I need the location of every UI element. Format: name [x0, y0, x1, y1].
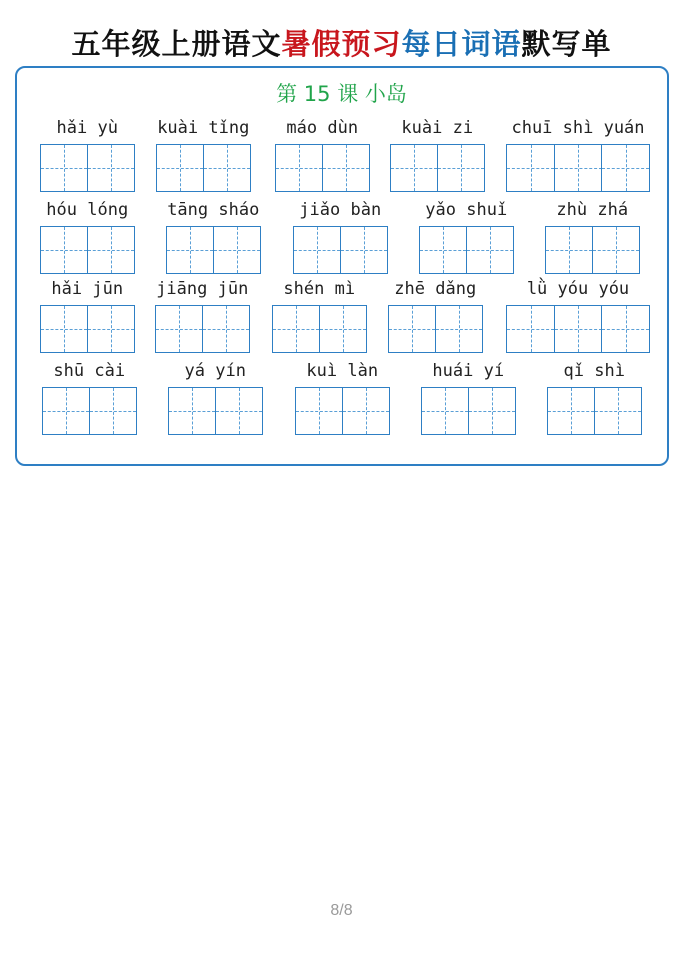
tianzige-box[interactable] [466, 226, 514, 274]
writing-boxes [275, 144, 368, 192]
tianzige-box[interactable] [166, 226, 214, 274]
worksheet-title [0, 24, 683, 64]
word-item [295, 361, 390, 441]
writing-boxes [40, 144, 133, 192]
writing-boxes [293, 226, 386, 274]
pinyin-label: hǎi yù [56, 118, 118, 138]
writing-boxes [295, 387, 388, 435]
tianzige-box[interactable] [592, 226, 640, 274]
tianzige-box[interactable] [421, 387, 469, 435]
writing-boxes [42, 387, 135, 435]
word-item [421, 361, 516, 441]
tianzige-box[interactable] [42, 387, 90, 435]
writing-boxes [272, 305, 365, 353]
tianzige-box[interactable] [594, 387, 642, 435]
tianzige-box[interactable] [155, 305, 203, 353]
lesson-title: 第 15 课 小岛 [276, 82, 407, 106]
tianzige-box[interactable] [275, 144, 323, 192]
tianzige-box[interactable] [340, 226, 388, 274]
pinyin-label: chuī shì yuán [511, 118, 645, 138]
word-item [40, 200, 135, 280]
writing-boxes [421, 387, 514, 435]
word-item [272, 279, 367, 359]
pinyin-label: máo dùn [286, 118, 359, 138]
title-grade-subject: 五年级上册语文 [71, 27, 282, 61]
writing-boxes [168, 387, 261, 435]
word-item [390, 118, 485, 198]
word-item [506, 118, 650, 198]
tianzige-box[interactable] [295, 387, 343, 435]
pinyin-label: yá yín [184, 361, 246, 381]
pinyin-label: kuài zi [401, 118, 474, 138]
page-indicator: 8/8 [330, 902, 353, 919]
word-item [40, 118, 135, 198]
tianzige-box[interactable] [506, 305, 555, 353]
writing-boxes [547, 387, 640, 435]
title-summer-preview: 暑假预习 [281, 27, 402, 61]
title-daily-words: 每日词语 [401, 27, 522, 61]
word-item [156, 118, 251, 198]
tianzige-box[interactable] [213, 226, 261, 274]
word-item [155, 279, 250, 359]
tianzige-box[interactable] [87, 144, 135, 192]
tianzige-box[interactable] [319, 305, 367, 353]
writing-boxes [388, 305, 481, 353]
tianzige-box[interactable] [40, 305, 88, 353]
tianzige-box[interactable] [435, 305, 483, 353]
tianzige-box[interactable] [293, 226, 341, 274]
pinyin-label: qǐ shì [563, 361, 625, 381]
tianzige-box[interactable] [202, 305, 250, 353]
tianzige-box[interactable] [87, 305, 135, 353]
word-item [275, 118, 370, 198]
pinyin-label: hǎi jūn [51, 279, 124, 299]
pinyin-label: zhē dǎng [394, 279, 477, 299]
writing-boxes [506, 305, 649, 353]
pinyin-label: shén mì [283, 279, 356, 299]
writing-boxes [419, 226, 512, 274]
tianzige-box[interactable] [156, 144, 204, 192]
pinyin-label: shū cài [53, 361, 126, 381]
pinyin-label: jiāng jūn [156, 279, 249, 299]
word-item [388, 279, 483, 359]
tianzige-box[interactable] [419, 226, 467, 274]
word-item [42, 361, 137, 441]
tianzige-box[interactable] [554, 144, 603, 192]
tianzige-box[interactable] [168, 387, 216, 435]
pinyin-label: kuài tǐng [157, 118, 250, 138]
writing-boxes [156, 144, 249, 192]
writing-boxes [506, 144, 649, 192]
tianzige-box[interactable] [601, 305, 650, 353]
pinyin-label: hóu lóng [46, 200, 129, 220]
writing-boxes [166, 226, 259, 274]
pinyin-label: zhù zhá [556, 200, 629, 220]
tianzige-box[interactable] [215, 387, 263, 435]
word-item [547, 361, 642, 441]
pinyin-label: tāng sháo [167, 200, 260, 220]
pinyin-label: yǎo shuǐ [425, 200, 508, 220]
word-item [545, 200, 640, 280]
tianzige-box[interactable] [547, 387, 595, 435]
writing-boxes [390, 144, 483, 192]
title-dictation-sheet: 默写单 [521, 27, 612, 61]
tianzige-box[interactable] [203, 144, 251, 192]
tianzige-box[interactable] [388, 305, 436, 353]
tianzige-box[interactable] [390, 144, 438, 192]
tianzige-box[interactable] [545, 226, 593, 274]
word-item [40, 279, 135, 359]
word-item [419, 200, 514, 280]
writing-boxes [40, 226, 133, 274]
tianzige-box[interactable] [437, 144, 485, 192]
tianzige-box[interactable] [40, 144, 88, 192]
word-item [506, 279, 650, 359]
writing-boxes [40, 305, 133, 353]
pinyin-label: kuì làn [306, 361, 379, 381]
tianzige-box[interactable] [89, 387, 137, 435]
word-item [166, 200, 261, 280]
tianzige-box[interactable] [40, 226, 88, 274]
word-item [168, 361, 263, 441]
tianzige-box[interactable] [468, 387, 516, 435]
word-item [293, 200, 388, 280]
tianzige-box[interactable] [554, 305, 603, 353]
pinyin-label: lǜ yóu yóu [526, 279, 630, 299]
tianzige-box[interactable] [342, 387, 390, 435]
tianzige-box[interactable] [506, 144, 555, 192]
tianzige-box[interactable] [322, 144, 370, 192]
tianzige-box[interactable] [87, 226, 135, 274]
tianzige-box[interactable] [272, 305, 320, 353]
pinyin-label: jiǎo bàn [299, 200, 382, 220]
writing-boxes [545, 226, 638, 274]
writing-boxes [155, 305, 248, 353]
pinyin-label: huái yí [432, 361, 505, 381]
tianzige-box[interactable] [601, 144, 650, 192]
